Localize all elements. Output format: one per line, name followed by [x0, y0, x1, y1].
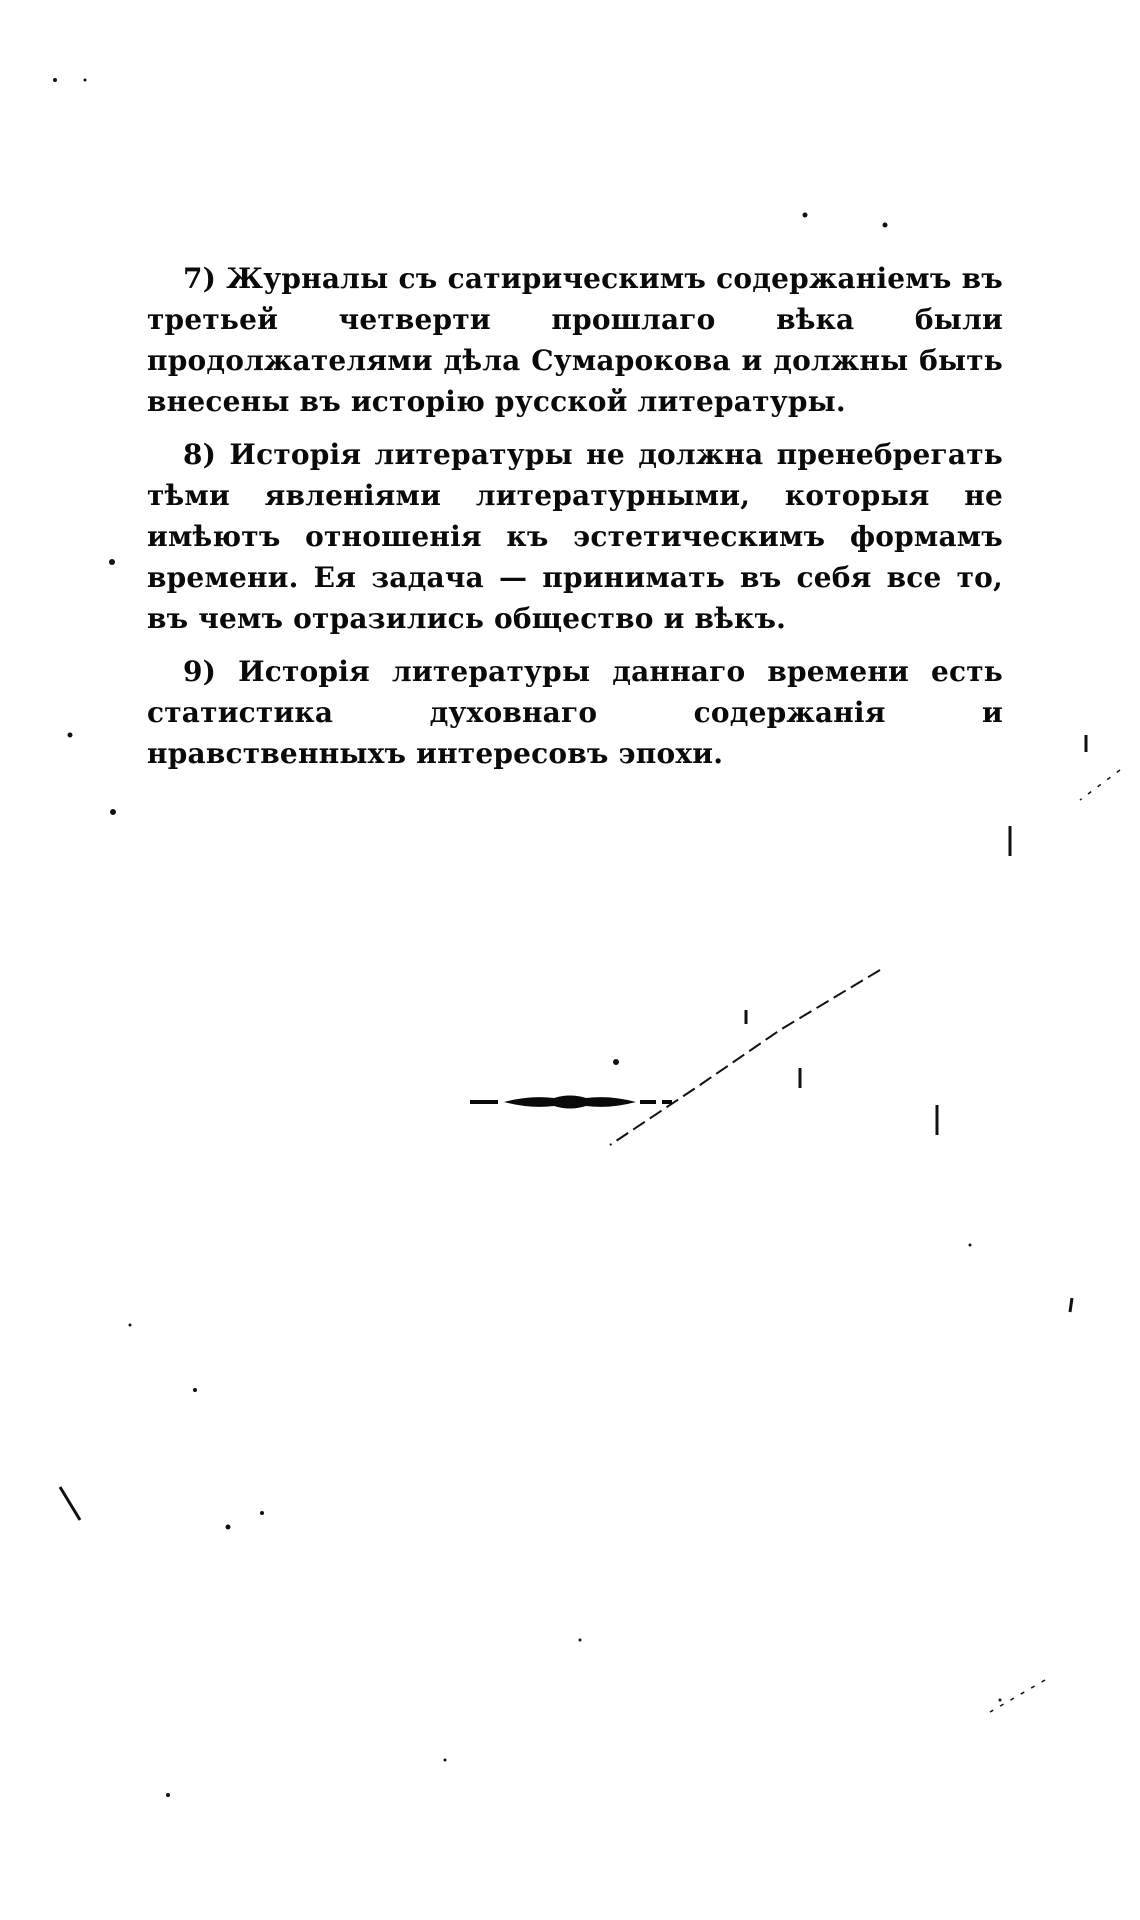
- thesis-9: 9) Исторія литературы даннаго времени есть статистика духовнаго содержанія и нравственныхъ интересовъ эпохи.: [147, 655, 1003, 770]
- thesis-7: 7) Журналы съ сатирическимъ содержаніемъ въ третьей четверти прошлаго вѣка были продолжателями дѣла Сумарокова и должны быть внесены въ исторію русской литературы.: [147, 262, 1003, 418]
- thesis-list: [147, 258, 1003, 786]
- end-ornament: [470, 1090, 690, 1114]
- thesis-8: 8) Исторія литературы не должна пренебрегать тѣми явленіями литературными, которыя не имѣютъ отношенія къ эстетическимъ формамъ времени. Ея задача — принимать въ себя все то, въ чемъ отразились общество и вѣкъ.: [147, 438, 1003, 635]
